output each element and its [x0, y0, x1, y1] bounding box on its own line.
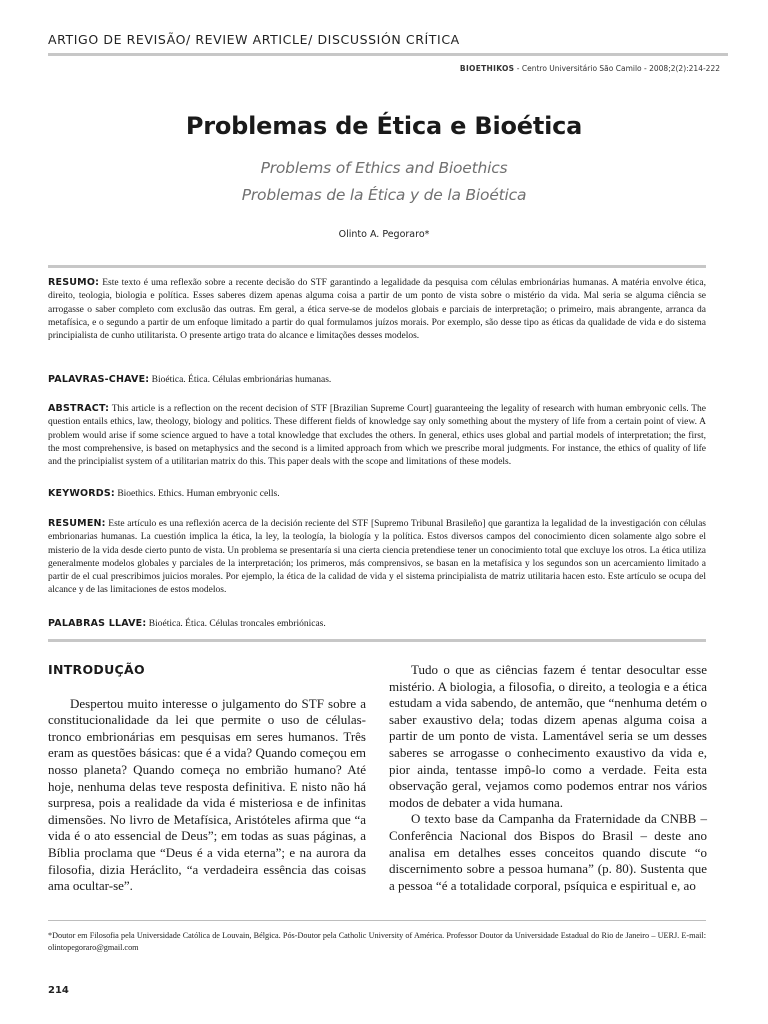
body-paragraph: Despertou muito interesse o julgamento do STF sobre a constitucionalidade da lei que permite o uso de células-tronco embrionárias em pesquisas em seres humanos. Três eram as questões básicas: que é a vida? Quando começou em nosso planeta? Quando começa no embrião humano? Até hoje, nenhuma delas teve resposta definitiva. E nisto não há surpresa, pois a realidade da vida é misteriosa e de infinitas dimensões. No livro de Metafísica, Aristóteles afirma que “a vida é o ato essencial de Deus”; em todas as suas páginas, a Bíblia proclama que “Deus é a vida eterna”; e na aurora da filosofia, dizia Heráclito, “a verdadeira essência das coisas ama ocultar-se”.	[48, 695, 366, 894]
abstract-text: This article is a reflection on the recent decision of STF [Brazilian Supreme Court] guaranteeing the legality of research with human embryonic cells. The question entails ethics, law, theology, biology and politics. These different fields of knowledge say only something about the mystery of life from a certain point of view. A problem would arise if some science argued to have a total knowledge that excludes the others. In general, ethics uses global and partial models of interpretation; the first, the most comprehensive, is based on metaphysics and the second is a limited approach from which we prescribe moral judgments. For instance, the ethics of quality of life and the principialist system of a utilitarian matrix do this. This paper deals with the scope and limitations of these models.	[48, 404, 706, 468]
palavras-chave-label: PALAVRAS-CHAVE:	[48, 374, 150, 385]
keywords-text: Bioethics. Ethics. Human embryonic cells.	[114, 489, 280, 499]
palavras-chave-text: Bioética. Ética. Células embrionárias humanas.	[149, 375, 332, 385]
palabras-llave-label: PALABRAS LLAVE:	[48, 618, 147, 629]
abstract-label: ABSTRACT:	[48, 403, 110, 414]
journal-citation-text: - Centro Universitário São Camilo - 2008;2(2):214-222	[514, 64, 720, 73]
section-heading-introducao: INTRODUÇÃO	[48, 662, 145, 677]
palabras-llave-text: Bioética. Ética. Células troncales embriónicas.	[146, 619, 326, 629]
palabras-llave-line	[48, 617, 706, 631]
top-divider	[48, 265, 706, 268]
resumen-text: Este artículo es una reflexión acerca de la decisión reciente del STF [Supremo Tribunal Brasileño] que garantiza la legalidad de la investigación con células embrionarias humanas. La cuestión implica la ética, la ley, la teología, la biología y la política. Estos diversos campos del conocimiento dicen solamente algo sobre el misterio de la vida desde cierto punto de vista. Un problema se presentaría si una cierta ciencia pretendiese tener un conocimiento total que excluye los otros. La ética utiliza generalmente modelos globales y parciales de la interpretación; los primeros, más comprensivos, se basan en la metafísica y los segundos son un acercamiento limitado a partir de el cual prescribimos juicios morales. Por ejemplo, la ética de la calidad de vida y el sistema principialista de matriz utilitaria hacen esto. Este artículo se ocupa del alcance y de las limitaciones de estos modelos.	[48, 519, 706, 596]
keywords-line	[48, 487, 706, 501]
resumen-label: RESUMEN:	[48, 518, 106, 529]
author-name: Olinto A. Pegoraro*	[338, 229, 430, 240]
body-left-column	[48, 662, 366, 895]
article-title: Problemas de Ética e Bioética	[185, 112, 583, 140]
abstract-bottom-divider	[48, 639, 706, 642]
page-number: 214	[48, 985, 69, 996]
keywords-label: KEYWORDS:	[48, 488, 115, 499]
resumo-text: Este texto é uma reflexão sobre a recente decisão do STF garantindo a legalidade da pesquisa com células embrionárias humanas. A matéria envolve ética, direito, teologia, biologia e política. Esses saberes dizem apenas alguma coisa a partir de um ponto de vista sobre o mistério da vida. Mal seria se alguma ciência se arrogasse o saber completo com exclusão das outras. Em geral, a ética serve-se de modelos globais e parciais de interpretação; o primeiro, mais abrangente, arranca da metafísica, e o segundo a partir de um enfoque limitado a partir do qual formulamos juízos morais. Por exemplo, são desse tipo as éticas da qualidade de vida e do sistema principialista de cunho utilitarista. O presente artigo trata do alcance e limitações desses modelos.	[48, 278, 706, 342]
body-right-column	[389, 662, 707, 894]
journal-citation	[460, 64, 720, 73]
author-footnote: *Doutor em Filosofia pela Universidade Católica de Louvain, Bélgica. Pós-Doutor pela Catholic University of América. Professor Doutor da Universidade Estadual do Rio de Janeiro – UERJ. E-mail: olintopegoraro@gmail.com	[48, 931, 706, 952]
resumen-block	[48, 517, 706, 598]
resumo-label: RESUMO:	[48, 277, 100, 288]
body-paragraph: O texto base da Campanha da Fraternidade da CNBB – Conferência Nacional dos Bispos do Brasil – deste ano analisa em detalhes esses conceitos quando discute “o discernimento sobre a pessoa humana” (p. 80). Sustenta que a pessoa “é a totalidade corporal, psíquica e espiritual e, ao	[389, 811, 707, 893]
article-subtitle-english: Problems of Ethics and Bioethics	[260, 159, 508, 177]
section-header: ARTIGO DE REVISÃO/ REVIEW ARTICLE/ DISCUSSIÓN CRÍTICA	[48, 29, 728, 56]
palavras-chave-line	[48, 373, 706, 387]
footnote-divider	[48, 920, 706, 921]
resumo-block	[48, 276, 706, 343]
abstract-block	[48, 402, 706, 469]
article-subtitle-spanish: Problemas de la Ética y de la Bioética	[241, 186, 527, 204]
body-paragraph: Tudo o que as ciências fazem é tentar desocultar esse mistério. A biologia, a filosofia, o direito, a teologia e a ética estudam a vida sabendo, de antemão, que “nenhuma detém o saber exaustivo dela; todas dizem apenas alguma coisa a partir de um ponto de vista. Lamentável seria se um desses saberes se arrogasse o conhecimento exaustivo da vida e, pior ainda, tentasse impô-lo como a verdade. Feita esta observação geral, vejamos como podemos entrar nos vários modos de debater a vida humana.	[389, 662, 707, 810]
journal-brand: BIOETHIKOS	[459, 64, 515, 73]
